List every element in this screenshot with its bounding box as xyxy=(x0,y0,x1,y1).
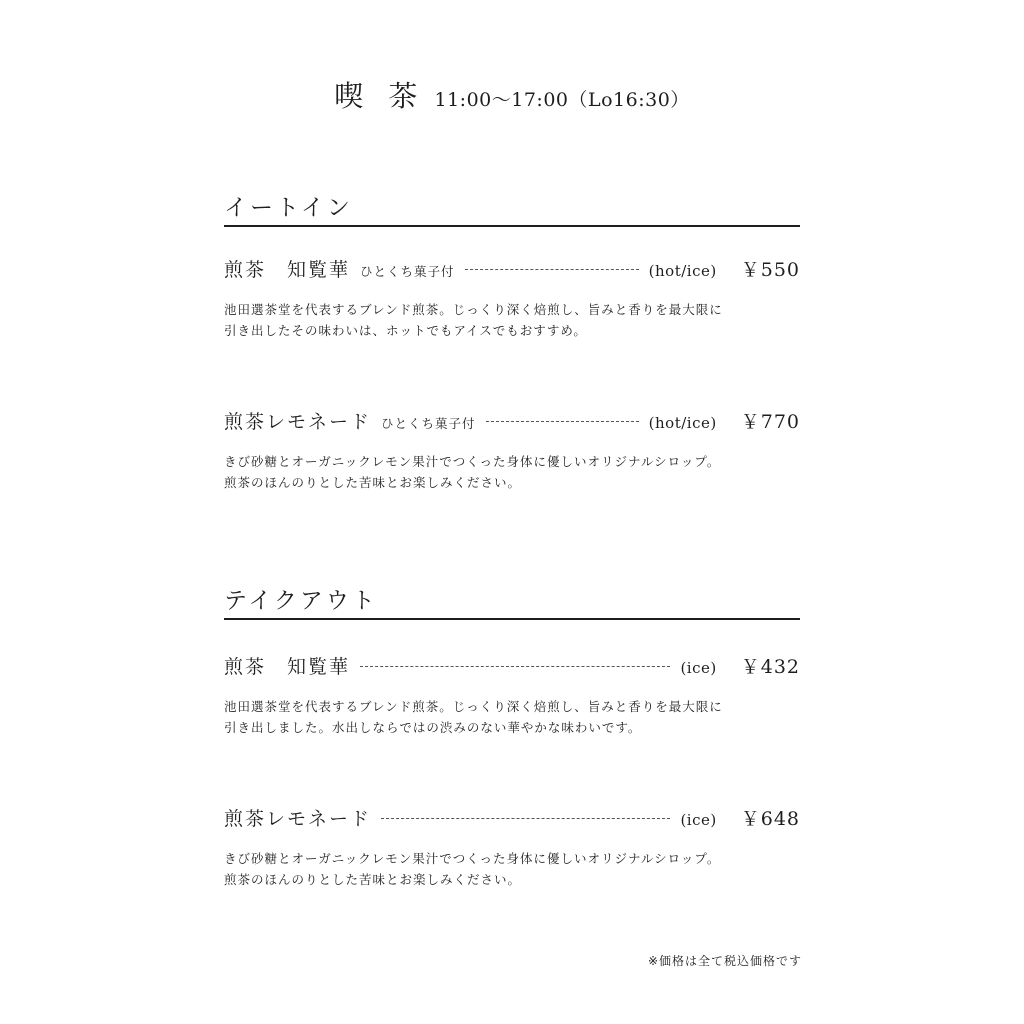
item-note: ひとくち菓子付 xyxy=(360,264,455,279)
item-description xyxy=(224,451,800,493)
item-temperature: (hot/ice) xyxy=(648,262,717,280)
dotted-leader xyxy=(360,666,670,667)
dotted-leader xyxy=(381,818,670,819)
item-price: ￥770 xyxy=(740,411,800,433)
section-heading-take-out: テイクアウト xyxy=(224,588,378,614)
item-name: 煎茶 知覧華 xyxy=(224,656,351,678)
section-heading-eat-in: イートイン xyxy=(224,195,353,221)
tax-footnote: ※価格は全て税込価格です xyxy=(647,954,802,968)
opening-hours: 11:00〜17:00（Lo16:30） xyxy=(434,89,690,111)
menu-header xyxy=(0,74,1024,115)
menu-item xyxy=(224,255,800,341)
menu-item-row xyxy=(224,652,800,682)
description-line: 引き出しました。水出しならではの渋みのない華やかな味わいです。 xyxy=(224,720,642,735)
item-temperature: (ice) xyxy=(680,659,717,677)
description-line: 池田選茶堂を代表するブレンド煎茶。じっくり深く焙煎し、旨みと香りを最大限に xyxy=(224,699,723,714)
item-temperature: (ice) xyxy=(680,811,717,829)
description-line: 煎茶のほんのりとした苦味とお楽しみください。 xyxy=(224,475,522,490)
item-note: ひとくち菓子付 xyxy=(381,416,476,431)
menu-item xyxy=(224,804,800,890)
menu-item xyxy=(224,652,800,738)
item-price: ￥550 xyxy=(740,259,800,281)
menu-title: 喫 茶 xyxy=(334,79,426,113)
item-price: ￥648 xyxy=(740,808,800,830)
item-description xyxy=(224,696,800,738)
menu-item-row xyxy=(224,407,800,437)
menu-item-row xyxy=(224,255,800,285)
dotted-leader xyxy=(465,269,639,270)
description-line: きび砂糖とオーガニックレモン果汁でつくった身体に優しいオリジナルシロップ。 xyxy=(224,851,721,866)
item-name: 煎茶レモネード xyxy=(224,808,372,830)
item-name: 煎茶レモネード xyxy=(224,411,372,433)
item-description xyxy=(224,299,800,341)
description-line: 煎茶のほんのりとした苦味とお楽しみください。 xyxy=(224,872,522,887)
section-divider xyxy=(224,225,800,227)
item-temperature: (hot/ice) xyxy=(648,414,717,432)
item-description xyxy=(224,848,800,890)
take-out-section xyxy=(224,586,800,887)
menu-item xyxy=(224,407,800,493)
dotted-leader xyxy=(486,421,639,422)
description-line: きび砂糖とオーガニックレモン果汁でつくった身体に優しいオリジナルシロップ。 xyxy=(224,454,721,469)
item-name: 煎茶 知覧華 xyxy=(224,259,351,281)
eat-in-section xyxy=(224,193,800,490)
description-line: 池田選茶堂を代表するブレンド煎茶。じっくり深く焙煎し、旨みと香りを最大限に xyxy=(224,302,723,317)
item-price: ￥432 xyxy=(740,656,800,678)
menu-item-row xyxy=(224,804,800,834)
description-line: 引き出したその味わいは、ホットでもアイスでもおすすめ。 xyxy=(224,323,587,338)
section-divider xyxy=(224,618,800,620)
